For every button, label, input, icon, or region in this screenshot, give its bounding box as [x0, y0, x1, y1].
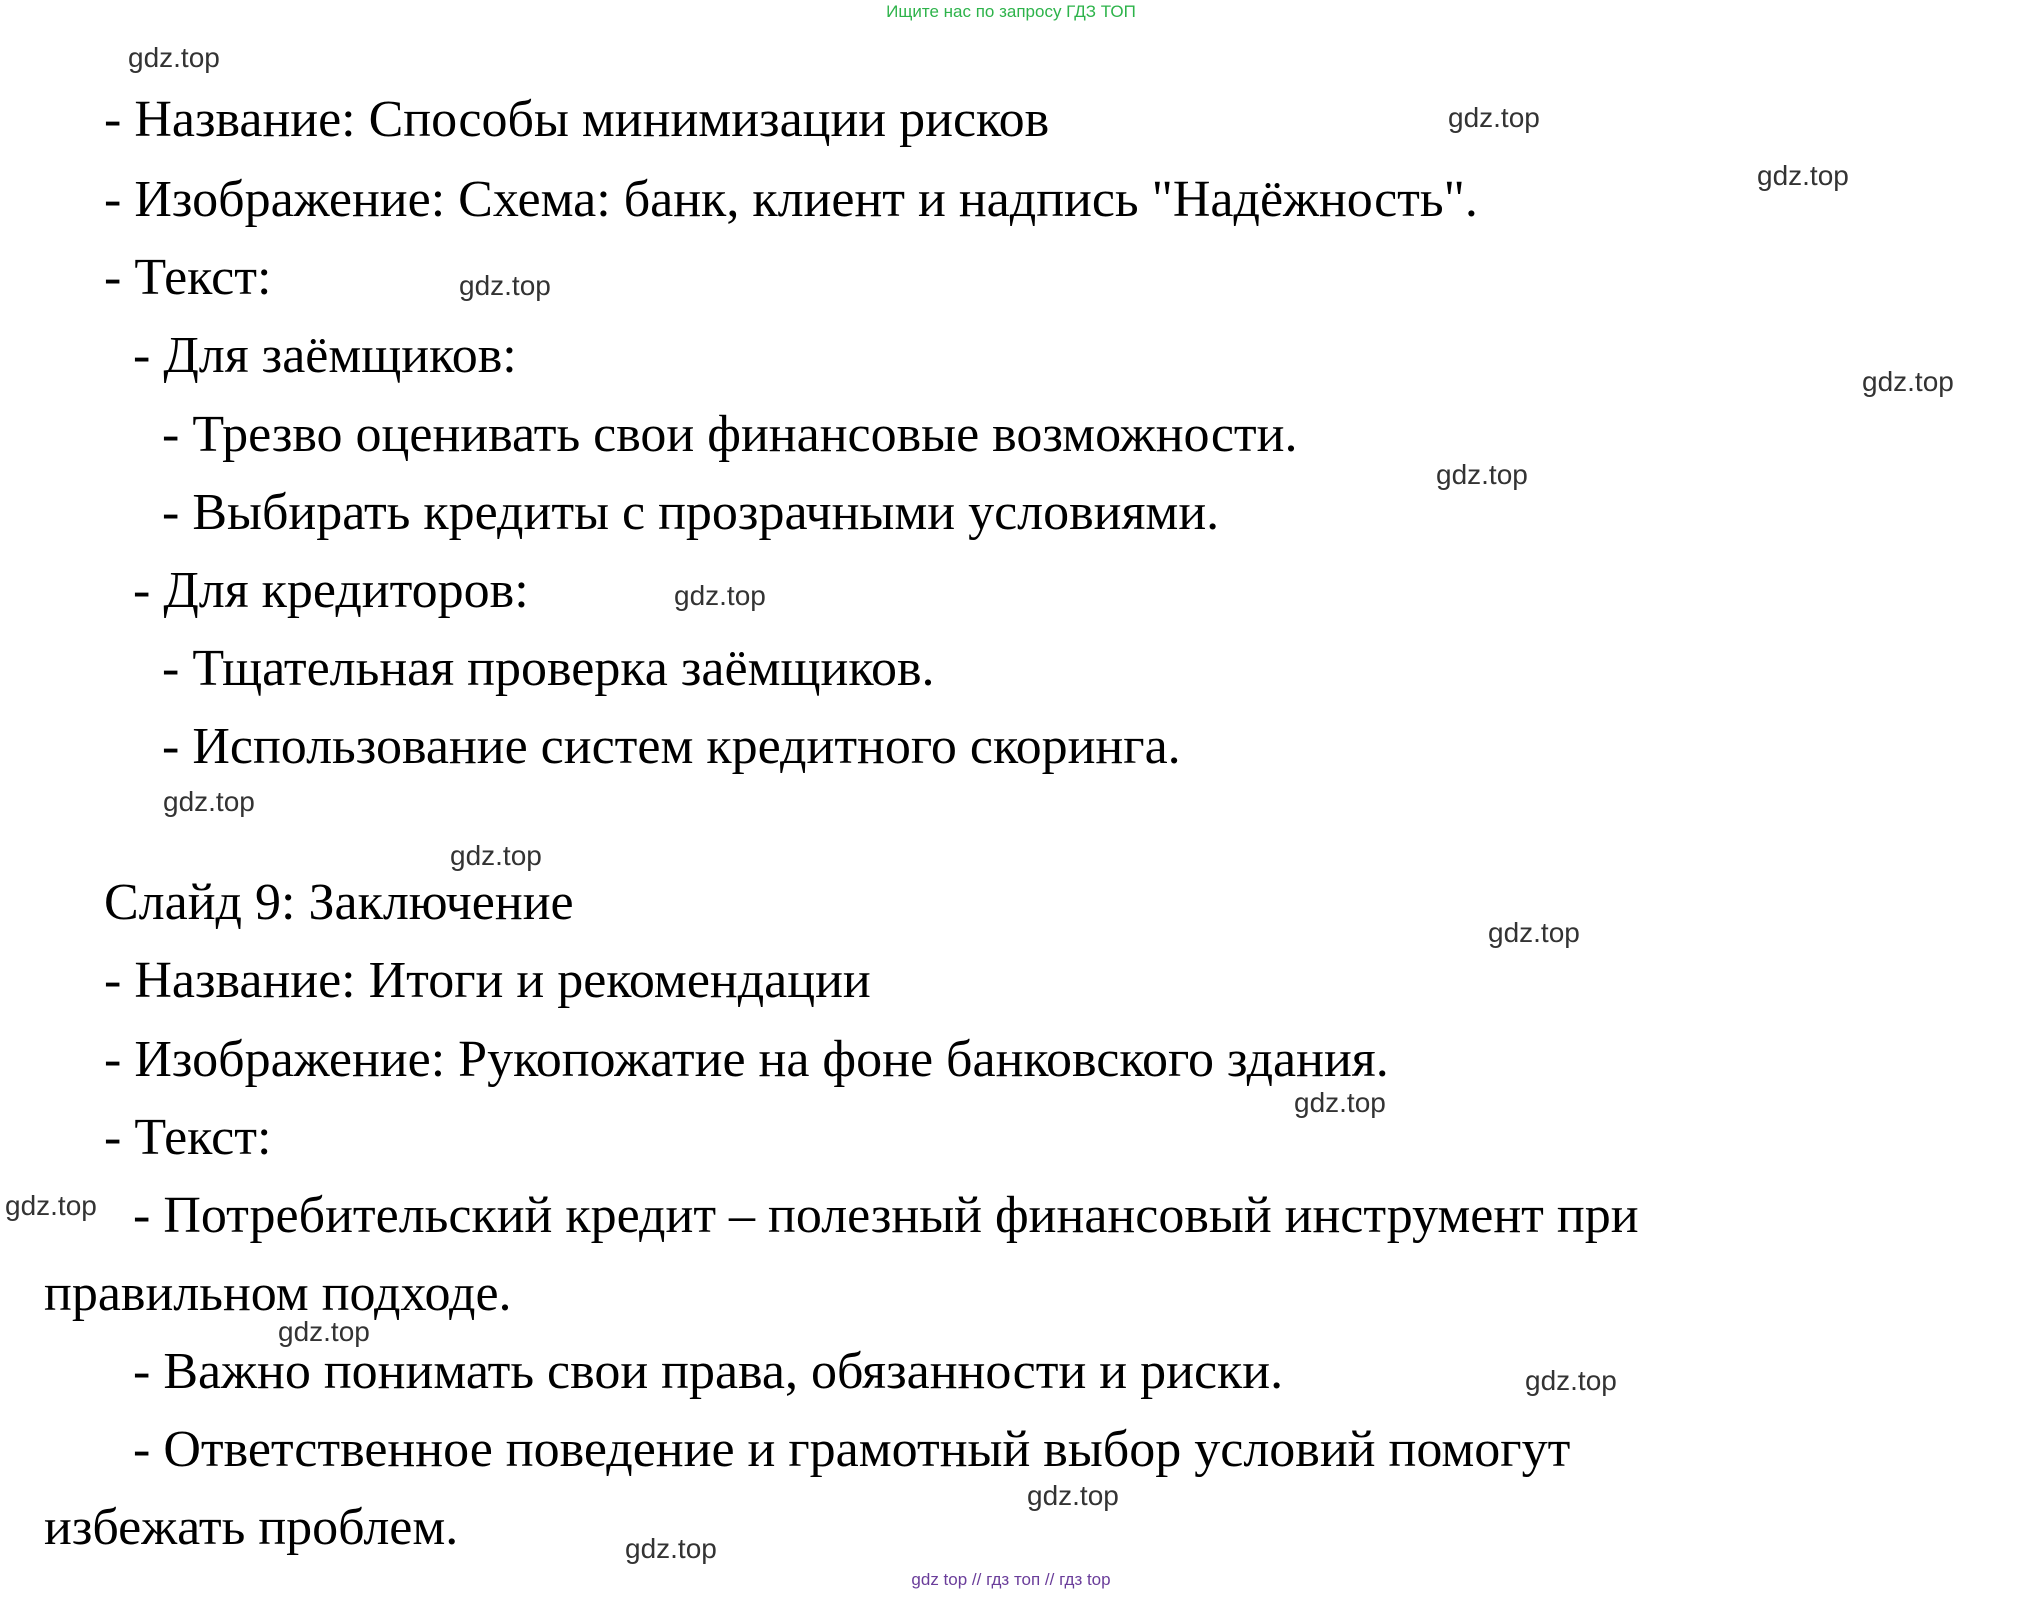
watermark: gdz.top [1525, 1365, 1617, 1396]
borrowers-heading: - Для заёмщиков: [133, 327, 517, 384]
lenders-heading: - Для кредиторов: [133, 562, 529, 619]
watermark: gdz.top [459, 270, 551, 301]
risk-title-line: - Название: Способы минимизации рисков [104, 91, 1050, 148]
watermark: gdz.top [1448, 102, 1540, 133]
borrowers-item-1: - Трезво оценивать свои финансовые возможности. [162, 406, 1298, 463]
slide-9-heading: Слайд 9: Заключение [104, 874, 574, 931]
risk-image-line: - Изображение: Схема: банк, клиент и надпись "Надёжность". [104, 171, 1478, 228]
conclusion-item-2: - Важно понимать свои права, обязанности и риски. [133, 1343, 1284, 1400]
watermark: gdz.top [1862, 366, 1954, 397]
top-banner: Ищите нас по запросу ГДЗ ТОП [886, 2, 1136, 21]
lenders-item-2: - Использование систем кредитного скоринга. [162, 718, 1181, 775]
watermark: gdz.top [163, 786, 255, 817]
footer-watermark: gdz top // гдз топ // гдз top [911, 1570, 1111, 1589]
lenders-item-1: - Тщательная проверка заёмщиков. [162, 640, 935, 697]
watermark: gdz.top [128, 42, 220, 73]
conclusion-text-label: - Текст: [104, 1109, 272, 1166]
watermark: gdz.top [625, 1533, 717, 1564]
borrowers-item-2: - Выбирать кредиты с прозрачными условиями. [162, 484, 1220, 541]
watermark: gdz.top [1488, 917, 1580, 948]
risk-text-label: - Текст: [104, 249, 272, 306]
watermark: gdz.top [1027, 1480, 1119, 1511]
watermark: gdz.top [450, 840, 542, 871]
conclusion-item-1-cont: правильном подходе. [44, 1265, 512, 1322]
conclusion-item-3: - Ответственное поведение и грамотный выбор условий помогут [133, 1421, 1571, 1478]
watermark: gdz.top [278, 1316, 370, 1347]
conclusion-item-3-cont: избежать проблем. [44, 1499, 459, 1556]
watermark: gdz.top [1294, 1087, 1386, 1118]
conclusion-item-1: - Потребительский кредит – полезный финансовый инструмент при [133, 1187, 1639, 1244]
watermark: gdz.top [5, 1190, 97, 1221]
conclusion-title-line: - Название: Итоги и рекомендации [104, 952, 871, 1009]
watermark: gdz.top [1757, 160, 1849, 191]
watermark: gdz.top [1436, 459, 1528, 490]
conclusion-image-line: - Изображение: Рукопожатие на фоне банковского здания. [104, 1031, 1389, 1088]
watermark: gdz.top [674, 580, 766, 611]
